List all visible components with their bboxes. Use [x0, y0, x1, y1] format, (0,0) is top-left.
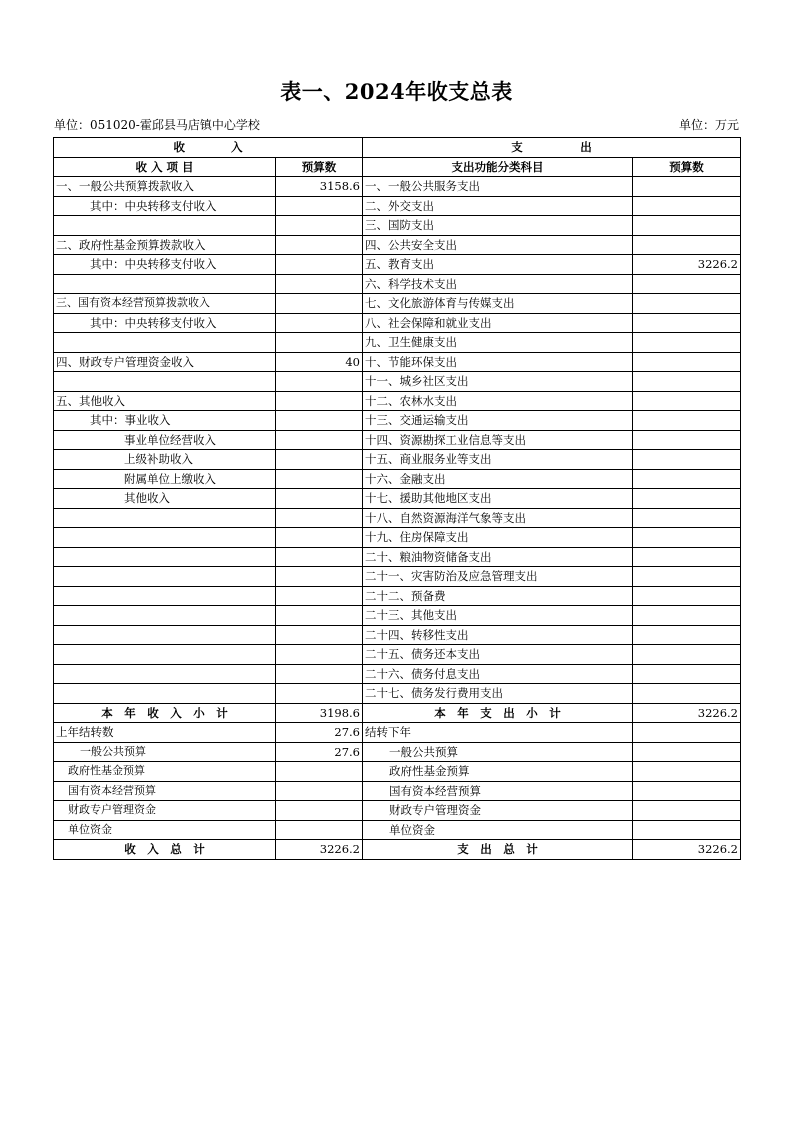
income-budget-cell [276, 664, 363, 684]
expense-item-cell: 结转下年 [363, 723, 633, 743]
expense-budget-cell: 3226.2 [633, 703, 741, 723]
income-group-header: 收 入 [54, 138, 363, 158]
unit-currency-label: 单位：万元 [678, 118, 739, 132]
expense-item-cell: 十二、农林水支出 [363, 391, 633, 411]
expense-budget-cell [633, 547, 741, 567]
table-row [54, 508, 741, 528]
income-item-cell: 财政专户管理资金 [54, 801, 276, 821]
table-row [54, 372, 741, 392]
income-budget-cell [276, 781, 363, 801]
carryover-row [54, 762, 741, 782]
expense-item-cell: 二、外交支出 [363, 196, 633, 216]
income-budget-cell [276, 820, 363, 840]
income-budget-cell: 27.6 [276, 742, 363, 762]
income-item-cell: 其中：事业收入 [54, 411, 276, 431]
income-budget-cell [276, 294, 363, 314]
income-item-cell [54, 684, 276, 704]
expense-budget-header: 预算数 [633, 157, 741, 177]
table-row [54, 255, 741, 275]
income-item-cell: 上级补助收入 [54, 450, 276, 470]
expense-item-cell: 二十五、债务还本支出 [363, 645, 633, 665]
table-row [54, 430, 741, 450]
income-budget-cell [276, 196, 363, 216]
table-row [54, 391, 741, 411]
income-item-cell: 附属单位上缴收入 [54, 469, 276, 489]
income-budget-header: 预算数 [276, 157, 363, 177]
income-budget-cell [276, 508, 363, 528]
expense-budget-cell [633, 469, 741, 489]
income-item-cell: 一般公共预算 [54, 742, 276, 762]
expense-budget-cell [633, 489, 741, 509]
income-item-cell: 三、国有资本经营预算拨款收入 [54, 294, 276, 314]
expense-item-cell: 单位资金 [363, 820, 633, 840]
income-budget-cell: 3198.6 [276, 703, 363, 723]
table-row [54, 606, 741, 626]
income-item-cell: 政府性基金预算 [54, 762, 276, 782]
income-item-cell [54, 645, 276, 665]
expense-item-cell: 财政专户管理资金 [363, 801, 633, 821]
expense-item-cell: 十三、交通运输支出 [363, 411, 633, 431]
table-body [54, 138, 741, 860]
expense-item-cell: 二十一、灾害防治及应急管理支出 [363, 567, 633, 587]
income-budget-cell [276, 645, 363, 665]
income-item-cell: 单位资金 [54, 820, 276, 840]
expense-item-cell: 五、教育支出 [363, 255, 633, 275]
table-row [54, 547, 741, 567]
expense-budget-cell [633, 742, 741, 762]
expense-budget-cell [633, 333, 741, 353]
expense-budget-cell [633, 450, 741, 470]
expense-budget-cell: 3226.2 [633, 840, 741, 860]
table-row [54, 313, 741, 333]
expense-budget-cell [633, 528, 741, 548]
expense-item-cell: 十六、金融支出 [363, 469, 633, 489]
carryover-row [54, 820, 741, 840]
header-row-columns [54, 157, 741, 177]
income-item-cell: 本 年 收 入 小 计 [54, 703, 276, 723]
expense-budget-cell [633, 313, 741, 333]
income-budget-cell [276, 411, 363, 431]
table-row [54, 664, 741, 684]
table-row [54, 196, 741, 216]
expense-budget-cell [633, 372, 741, 392]
table-row [54, 294, 741, 314]
income-budget-cell: 27.6 [276, 723, 363, 743]
table-row [54, 411, 741, 431]
income-item-cell: 国有资本经营预算 [54, 781, 276, 801]
expense-budget-cell: 3226.2 [633, 255, 741, 275]
expense-budget-cell [633, 352, 741, 372]
expense-item-cell: 十七、援助其他地区支出 [363, 489, 633, 509]
table-row [54, 625, 741, 645]
income-budget-cell [276, 274, 363, 294]
income-budget-cell: 40 [276, 352, 363, 372]
income-item-cell: 收 入 总 计 [54, 840, 276, 860]
income-budget-cell [276, 528, 363, 548]
expense-item-cell: 九、卫生健康支出 [363, 333, 633, 353]
income-budget-cell [276, 625, 363, 645]
budget-summary-table [53, 137, 741, 860]
table-row [54, 235, 741, 255]
expense-budget-cell [633, 196, 741, 216]
income-budget-cell [276, 333, 363, 353]
income-item-cell: 其中：中央转移支付收入 [54, 196, 276, 216]
income-budget-cell: 3226.2 [276, 840, 363, 860]
expense-budget-cell [633, 430, 741, 450]
expense-item-cell: 四、公共安全支出 [363, 235, 633, 255]
expense-budget-cell [633, 684, 741, 704]
expense-budget-cell [633, 820, 741, 840]
income-budget-cell [276, 216, 363, 236]
expense-budget-cell [633, 645, 741, 665]
header-row-group [54, 138, 741, 158]
expense-budget-cell [633, 723, 741, 743]
income-budget-cell [276, 489, 363, 509]
expense-budget-cell [633, 177, 741, 197]
carryover-row [54, 723, 741, 743]
table-row [54, 567, 741, 587]
table-row [54, 469, 741, 489]
expense-item-cell: 二十四、转移性支出 [363, 625, 633, 645]
income-budget-cell [276, 801, 363, 821]
subtotal-row [54, 703, 741, 723]
table-row [54, 216, 741, 236]
expense-item-cell: 本 年 支 出 小 计 [363, 703, 633, 723]
income-item-cell [54, 547, 276, 567]
income-item-cell [54, 606, 276, 626]
expense-budget-cell [633, 391, 741, 411]
expense-budget-cell [633, 664, 741, 684]
income-budget-cell [276, 606, 363, 626]
income-item-cell: 上年结转数 [54, 723, 276, 743]
income-item-cell: 四、财政专户管理资金收入 [54, 352, 276, 372]
expense-item-cell: 二十三、其他支出 [363, 606, 633, 626]
expense-group-header: 支 出 [363, 138, 741, 158]
income-item-cell [54, 372, 276, 392]
income-item-cell [54, 586, 276, 606]
expense-budget-cell [633, 294, 741, 314]
expense-item-cell: 十四、资源勘探工业信息等支出 [363, 430, 633, 450]
income-item-cell [54, 333, 276, 353]
expense-item-cell: 十八、自然资源海洋气象等支出 [363, 508, 633, 528]
expense-item-cell: 十、节能环保支出 [363, 352, 633, 372]
income-item-cell [54, 528, 276, 548]
income-item-cell [54, 274, 276, 294]
income-budget-cell [276, 255, 363, 275]
expense-item-cell: 七、文化旅游体育与传媒支出 [363, 294, 633, 314]
income-budget-cell [276, 235, 363, 255]
income-budget-cell [276, 567, 363, 587]
expense-budget-cell [633, 567, 741, 587]
expense-budget-cell [633, 801, 741, 821]
expense-item-cell: 六、科学技术支出 [363, 274, 633, 294]
expense-item-cell: 十一、城乡社区支出 [363, 372, 633, 392]
income-budget-cell [276, 430, 363, 450]
income-item-cell: 五、其他收入 [54, 391, 276, 411]
carryover-row [54, 801, 741, 821]
expense-item-cell: 十九、住房保障支出 [363, 528, 633, 548]
income-budget-cell [276, 372, 363, 392]
expense-item-cell: 二十六、债务付息支出 [363, 664, 633, 684]
table-row [54, 450, 741, 470]
carryover-row [54, 742, 741, 762]
income-budget-cell [276, 391, 363, 411]
income-item-cell [54, 664, 276, 684]
expense-budget-cell [633, 586, 741, 606]
expense-budget-cell [633, 606, 741, 626]
expense-item-cell: 二十、粮油物资储备支出 [363, 547, 633, 567]
income-item-cell: 事业单位经营收入 [54, 430, 276, 450]
table-row [54, 586, 741, 606]
page-title: 表一、2024年收支总表 [280, 79, 513, 104]
carryover-row [54, 781, 741, 801]
table-row [54, 489, 741, 509]
unit-org-label: 单位：051020-霍邱县马店镇中心学校 [54, 118, 260, 132]
income-item-header: 收 入 项 目 [54, 157, 276, 177]
income-item-cell [54, 508, 276, 528]
expense-budget-cell [633, 235, 741, 255]
table-row [54, 274, 741, 294]
income-budget-cell [276, 313, 363, 333]
income-item-cell: 其他收入 [54, 489, 276, 509]
expense-budget-cell [633, 274, 741, 294]
table-row [54, 528, 741, 548]
income-item-cell [54, 625, 276, 645]
income-item-cell: 其中：中央转移支付收入 [54, 313, 276, 333]
grand-total-row [54, 840, 741, 860]
income-budget-cell [276, 684, 363, 704]
income-budget-cell [276, 450, 363, 470]
expense-budget-cell [633, 625, 741, 645]
income-item-cell [54, 567, 276, 587]
expense-budget-cell [633, 762, 741, 782]
table-row [54, 684, 741, 704]
income-item-cell [54, 216, 276, 236]
income-budget-cell [276, 469, 363, 489]
expense-item-cell: 八、社会保障和就业支出 [363, 313, 633, 333]
expense-item-cell: 二十七、债务发行费用支出 [363, 684, 633, 704]
expense-budget-cell [633, 411, 741, 431]
income-item-cell: 二、政府性基金预算拨款收入 [54, 235, 276, 255]
expense-item-cell: 国有资本经营预算 [363, 781, 633, 801]
table-row [54, 333, 741, 353]
table-row [54, 352, 741, 372]
expense-budget-cell [633, 781, 741, 801]
income-item-cell: 一、一般公共预算拨款收入 [54, 177, 276, 197]
expense-item-cell: 三、国防支出 [363, 216, 633, 236]
income-budget-cell: 3158.6 [276, 177, 363, 197]
expense-item-cell: 一、一般公共服务支出 [363, 177, 633, 197]
expense-item-header: 支出功能分类科目 [363, 157, 633, 177]
income-budget-cell [276, 762, 363, 782]
table-row [54, 177, 741, 197]
income-item-cell: 其中：中央转移支付收入 [54, 255, 276, 275]
income-budget-cell [276, 547, 363, 567]
expense-budget-cell [633, 508, 741, 528]
expense-item-cell: 一般公共预算 [363, 742, 633, 762]
expense-item-cell: 十五、商业服务业等支出 [363, 450, 633, 470]
expense-budget-cell [633, 216, 741, 236]
income-budget-cell [276, 586, 363, 606]
expense-item-cell: 政府性基金预算 [363, 762, 633, 782]
expense-item-cell: 支 出 总 计 [363, 840, 633, 860]
expense-item-cell: 二十二、预备费 [363, 586, 633, 606]
table-row [54, 645, 741, 665]
